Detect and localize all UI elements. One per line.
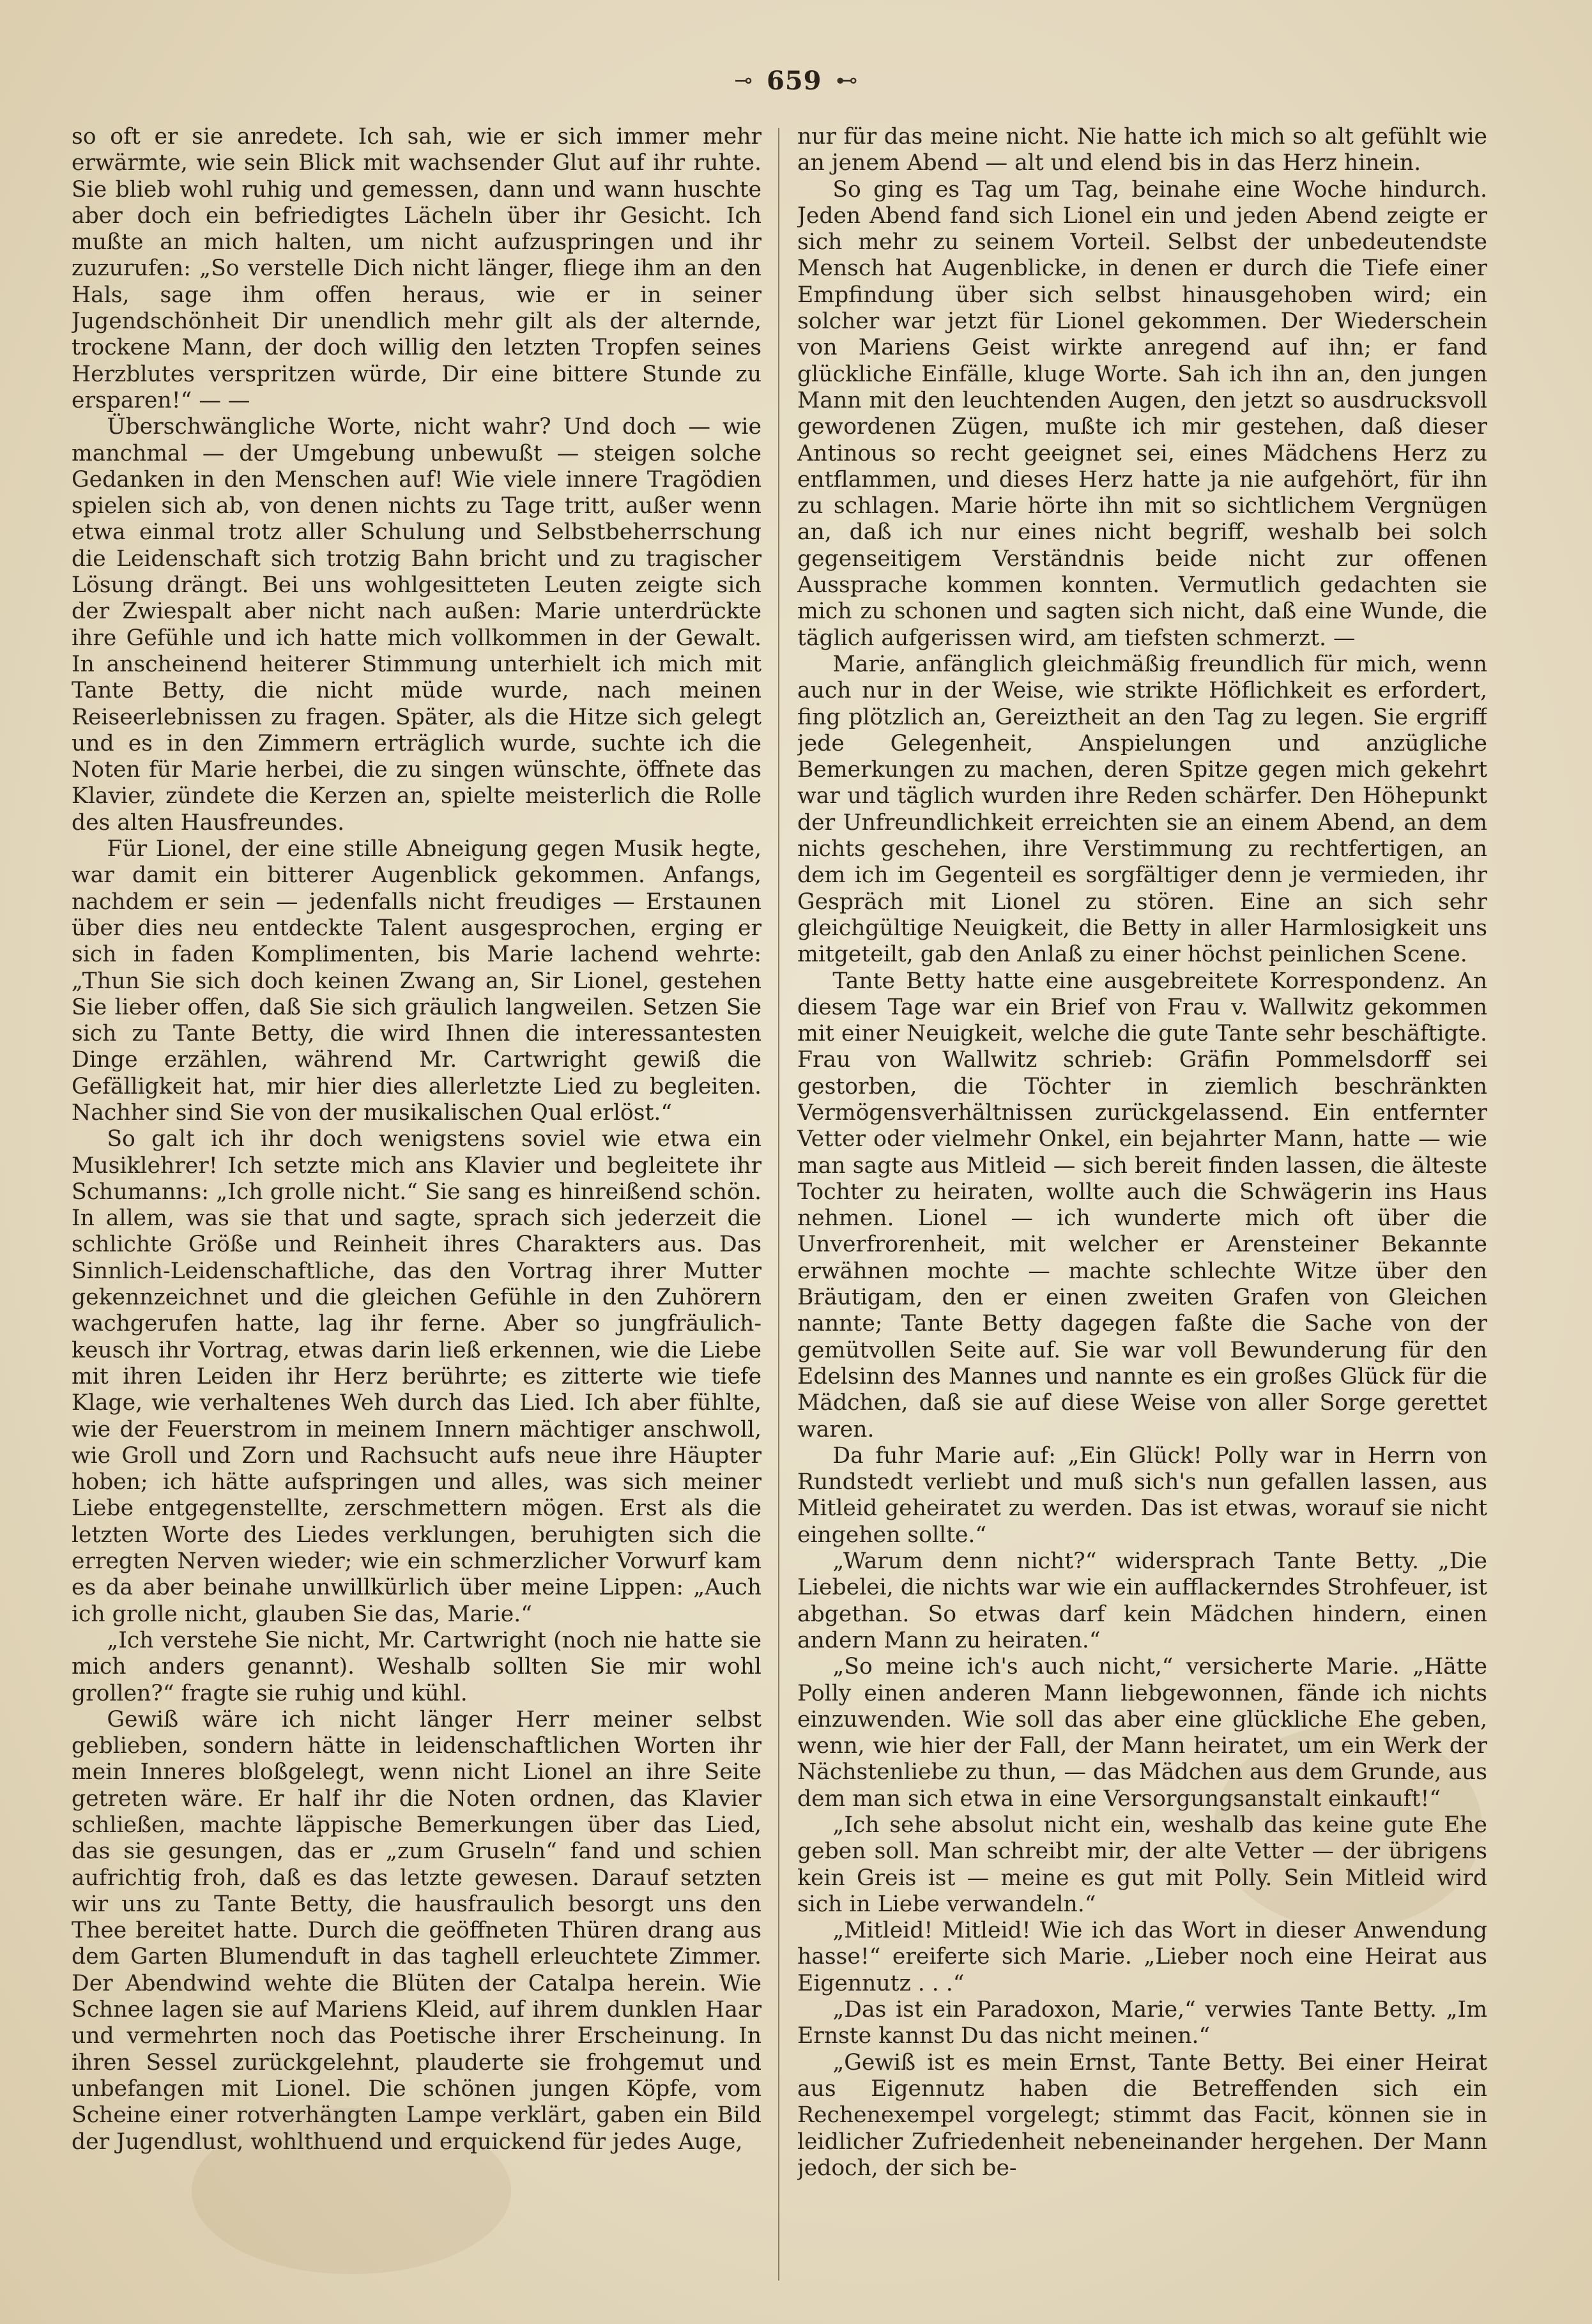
paragraph: „Mitleid! Mitleid! Wie ich das Wort in dieser Anwendung hasse!“ ereiferte sich Marie. „Lieber noch eine Heirat aus Eigennutz . . .“ [797,1918,1487,1996]
left-column [72,124,762,2290]
paragraph: Überschwängliche Worte, nicht wahr? Und doch — wie manchmal — der Umgebung unbewußt — steigen solche Gedanken in den Menschen auf! Wie viele innere Tragödien spielen sich ab, von denen nichts zu Tage tritt, außer wenn etwa einmal trotz aller Schulung und Selbstbeherrschung die Leidenschaft sich trotzig Bahn bricht und zu tragischer Lösung drängt. Bei uns wohlgesitteten Leuten zeigte sich der Zwiespalt aber nicht nach außen: Marie unterdrückte ihre Gefühle und ich hatte mich vollkommen in der Gewalt. In anscheinend heiterer Stimmung unterhielt ich mich mit Tante Betty, die nicht müde wurde, nach meinen Reiseerlebnissen zu fragen. Später, als die Hitze sich gelegt und es in den Zimmern erträglich wurde, suchte ich die Noten für Marie herbei, die zu singen wünschte, öffnete das Klavier, zündete die Kerzen an, spielte meisterlich die Rolle des alten Hausfreundes. [72,414,762,836]
paragraph: Tante Betty hatte eine ausgebreitete Korrespondenz. An diesem Tage war ein Brief von Frau v. Wallwitz gekommen mit einer Neuigkeit, welche die gute Tante sehr beschäftigte. Frau von Wallwitz schrieb: Gräfin Pommelsdorff sei gestorben, die Töchter in ziemlich beschränkten Vermögensverhältnissen zurückgelassend. Ein entfernter Vetter oder vielmehr Onkel, ein bejahrter Mann, hatte — wie man sagte aus Mitleid — sich bereit finden lassen, die älteste Tochter zu heiraten, wollte auch die Schwägerin ins Haus nehmen. Lionel — ich wunderte mich oft über die Unverfrorenheit, mit welcher er Arensteiner Bekannte erwähnen mochte — machte schlechte Witze über den Bräutigam, den er einen zweiten Grafen von Gleichen nannte; Tante Betty dagegen faßte die Sache von der gemütvollen Seite auf. Sie war voll Bewunderung für den Edelsinn des Mannes und nannte es ein großes Glück für die Mädchen, daß sie auf diese Weise von aller Sorge gerettet waren. [797,968,1487,1442]
paragraph: Gewiß wäre ich nicht länger Herr meiner selbst geblieben, sondern hätte in leidenschaftlichen Worten ihr mein Inneres bloßgelegt, wenn nicht Lionel an ihre Seite getreten wäre. Er half ihr die Noten ordnen, das Klavier schließen, machte läppische Bemerkungen über das Lied, das sie gesungen, das er „zum Gruseln“ fand und schien aufrichtig froh, daß es das letzte gewesen. Darauf setzten wir uns zu Tante Betty, die hausfraulich besorgt uns den Thee bereitet hatte. Durch die geöffneten Thüren drang aus dem Garten Blumenduft in das taghell erleuchtete Zimmer. Der Abendwind wehte die Blüten der Catalpa herein. Wie Schnee lagen sie auf Mariens Kleid, auf ihrem dunklen Haar und vermehrten noch das Poetische ihrer Erscheinung. In ihren Sessel zurückgelehnt, plauderte sie frohgemut und unbefangen mit Lionel. Die schönen jungen Köpfe, vom Scheine einer rotverhängten Lampe verklärt, gaben ein Bild der Jugendlust, wohlthuend und erquickend für jedes Auge, [72,1706,762,2155]
paragraph: „Warum denn nicht?“ widersprach Tante Betty. „Die Liebelei, die nichts war wie ein aufflackerndes Strohfeuer, ist abgethan. So etwas darf kein Mädchen hindern, einen andern Mann zu heiraten.“ [797,1548,1487,1653]
paragraph: „Ich sehe absolut nicht ein, weshalb das keine gute Ehe geben soll. Man schreibt mir, der alte Vetter — der übrigens kein Greis ist — meine es gut mit Polly. Sein Mitleid wird sich in Liebe verwandeln.“ [797,1812,1487,1917]
paragraph: nur für das meine nicht. Nie hatte ich mich so alt gefühlt wie an jenem Abend — alt und elend bis in das Herz hinein. [797,124,1487,176]
page-number: 659 [767,65,822,96]
paragraph: „Das ist ein Paradoxon, Marie,“ verwies Tante Betty. „Im Ernste kannst Du das nicht meinen.“ [797,1997,1487,2049]
right-column [797,124,1487,2290]
paragraph: „So meine ich's auch nicht,“ versicherte Marie. „Hätte Polly einen anderen Mann liebgewonnen, fände ich nichts einzuwenden. Wie soll das aber eine glückliche Ehe geben, wenn, wie hier der Fall, der Mann heiratet, um ein Werk der Nächstenliebe zu thun, — das Mädchen aus dem Grunde, aus dem man sich etwa in eine Versorgungsanstalt einkauft!“ [797,1654,1487,1812]
paragraph: Marie, anfänglich gleichmäßig freundlich für mich, wenn auch nur in der Weise, wie strikte Höflichkeit es erfordert, fing plötzlich an, Gereiztheit an den Tag zu legen. Sie ergriff jede Gelegenheit, Anspielungen und anzügliche Bemerkungen zu machen, deren Spitze gegen mich gekehrt war und täglich wurden ihre Reden schärfer. Den Höhepunkt der Unfreundlichkeit erreichten sie an einem Abend, an dem nichts geschehen, ihre Verstimmung zu rechtfertigen, an dem ich im Gegenteil es sorgfältiger denn je vermieden, ihr Gespräch mit Lionel zu stören. Eine an sich sehr gleichgültige Neuigkeit, die Betty in aller Harmlosigkeit uns mitgeteilt, gab den Anlaß zu einer höchst peinlichen Scene. [797,651,1487,968]
page-header [0,61,1592,100]
left-ornament-icon: ⊸ [734,68,753,93]
paragraph: „Gewiß ist es mein Ernst, Tante Betty. Bei einer Heirat aus Eigennutz haben die Betreffenden sich ein Rechenexempel vorgelegt; stimmt das Facit, können sie in leidlicher Zufriedenheit nebeneinander hergehen. Der Mann jedoch, der sich be- [797,2049,1487,2181]
paragraph: So ging es Tag um Tag, beinahe eine Woche hindurch. Jeden Abend fand sich Lionel ein und jeden Abend zeigte er sich mehr zu seinem Vorteil. Selbst der unbedeutendste Mensch hat Augenblicke, in denen er durch die Tiefe einer Empfindung über sich selbst hinausgehoben wird; ein solcher war jetzt für Lionel gekommen. Der Wiederschein von Mariens Geist wirkte anregend auf ihn; er fand glückliche Einfälle, kluge Worte. Sah ich ihn an, den jungen Mann mit den leuchtenden Augen, den jetzt so ausdrucksvoll gewordenen Zügen, mußte ich mir gestehen, daß dieser Antinous so recht geeignet sei, eines Mädchens Herz zu entflammen, und dieses Herz hatte ja nie aufgehört, für ihn zu schlagen. Marie hörte ihn mit so sichtlichem Vergnügen an, daß ich nur eines nicht begriff, weshalb bei solch gegenseitigem Verständnis beide nicht zur offenen Aussprache kommen konnten. Vermutlich gedachten sie mich zu schonen und sagten sich nicht, daß eine Wunde, die täglich aufgerissen wird, am tiefsten schmerzt. — [797,176,1487,651]
paragraph: Da fuhr Marie auf: „Ein Glück! Polly war in Herrn von Rundstedt verliebt und muß sich's nun gefallen lassen, aus Mitleid geheiratet zu werden. Das ist etwas, worauf sie nicht eingehen sollte.“ [797,1442,1487,1548]
column-divider [778,128,779,2281]
paragraph: So galt ich ihr doch wenigstens soviel wie etwa ein Musiklehrer! Ich setzte mich ans Klavier und begleitete ihr Schumanns: „Ich grolle nicht.“ Sie sang es hinreißend schön. In allem, was sie that und sagte, sprach sich jederzeit die schlichte Größe und Reinheit ihres Charakters aus. Das Sinnlich-Leidenschaftliche, das den Vortrag ihrer Mutter gekennzeichnet und die gleichen Gefühle in den Zuhörern wachgerufen hatte, lag ihr ferne. Aber so jungfräulich-keusch ihr Vortrag, etwas darin ließ erkennen, wie die Liebe mit ihren Leiden ihr Herz berührte; es zitterte wie tiefe Klage, wie verhaltenes Weh durch das Lied. Ich aber fühlte, wie der Feuerstrom in meinem Innern mächtiger anschwoll, wie Groll und Zorn und Rachsucht aufs neue ihre Häupter hoben; ich hätte aufspringen und alles, was sich meiner Liebe entgegenstellte, zerschmettern mögen. Erst als die letzten Worte des Liedes verklungen, beruhigten sich die erregten Nerven wieder; wie ein schmerzlicher Vorwurf kam es da aber beinahe unwillkürlich über meine Lippen: „Auch ich grolle nicht, glauben Sie das, Marie.“ [72,1126,762,1627]
right-ornament-icon: ⊷ [836,68,858,93]
paragraph: Für Lionel, der eine stille Abneigung gegen Musik hegte, war damit ein bitterer Augenblick gekommen. Anfangs, nachdem er sein — jedenfalls nicht freudiges — Erstaunen über dies neu entdeckte Talent ausgesprochen, erging er sich in faden Komplimenten, bis Marie lachend wehrte: „Thun Sie sich doch keinen Zwang an, Sir Lionel, gestehen Sie lieber offen, daß Sie sich gräulich langweilen. Setzen Sie sich zu Tante Betty, die wird Ihnen die interessantesten Dinge erzählen, während Mr. Cartwright gewiß die Gefälligkeit hat, mir hier dies allerletzte Lied zu begleiten. Nachher sind Sie von der musikalischen Qual erlöst.“ [72,836,762,1126]
paragraph: so oft er sie anredete. Ich sah, wie er sich immer mehr erwärmte, wie sein Blick mit wachsender Glut auf ihr ruhte. Sie blieb wohl ruhig und gemessen, dann und wann huschte aber doch ein befriedigtes Lächeln über ihr Gesicht. Ich mußte an mich halten, um nicht aufzuspringen und ihr zuzurufen: „So verstelle Dich nicht länger, fliege ihm an den Hals, sage ihm offen heraus, wie er in seiner Jugendschönheit Dir unendlich mehr gilt als der alternde, trockene Mann, der doch willig den letzten Tropfen seines Herzblutes verspritzen würde, Dir eine bittere Stunde zu ersparen!“ — — [72,124,762,413]
paragraph: „Ich verstehe Sie nicht, Mr. Cartwright (noch nie hatte sie mich anders genannt). Weshalb sollten Sie mir wohl grollen?“ fragte sie ruhig und kühl. [72,1627,762,1706]
